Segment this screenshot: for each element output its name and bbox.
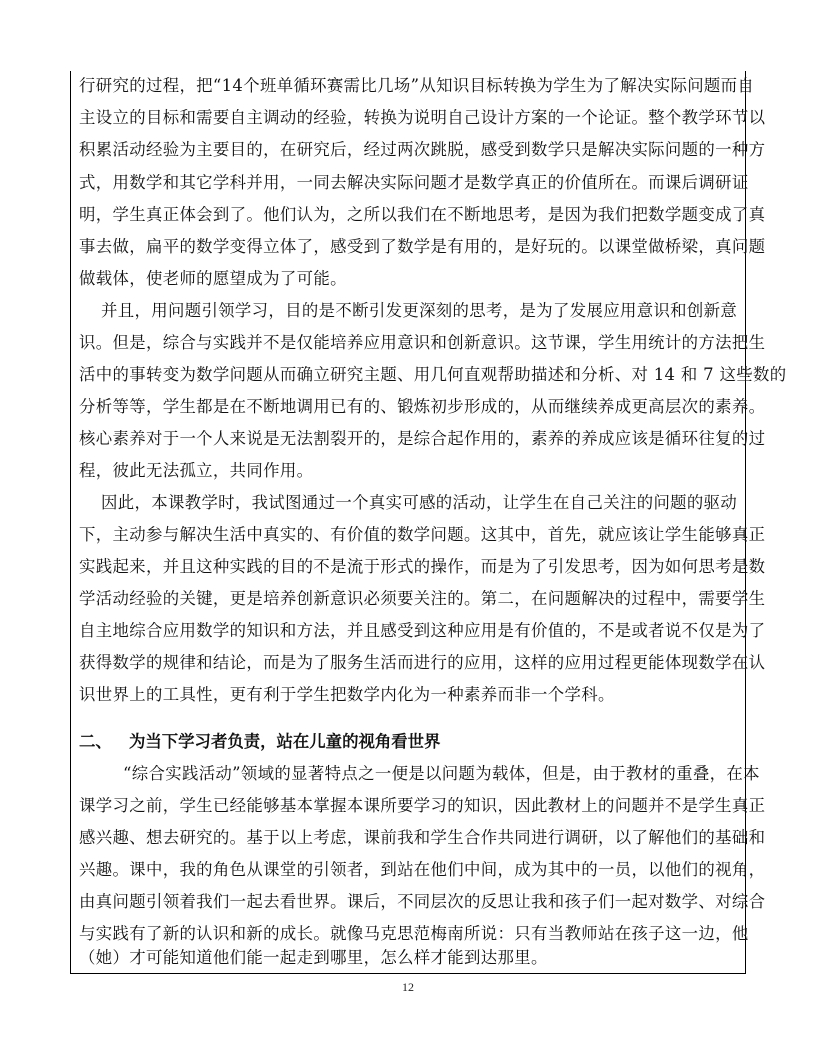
- text-line: 事去做，扁平的数学变得立体了，感受到了数学是有用的，是好玩的。以课堂做桥梁，真问题: [79, 237, 766, 256]
- document-body: [71, 71, 787, 973]
- text-line: 活中的事转变为数学问题从而确立研究主题、用几何直观帮助描述和分析、对 14 和 7 这些数的: [79, 365, 787, 384]
- document-frame: [70, 71, 787, 974]
- text-line: 明，学生真正体会到了。他们认为，之所以我们在不断地思考，是因为我们把数学题变成了真: [79, 205, 766, 224]
- text-line: 因此，本课教学时，我试图通过一个真实可感的活动，让学生在自己关注的问题的驱动: [101, 493, 738, 512]
- text-line: 主设立的目标和需要自主调动的经验，转换为说明自己设计方案的一个论证。整个教学环节以: [79, 108, 766, 127]
- text-line: 课学习之前，学生已经能够基本掌握本课所要学习的知识，因此教材上的问题并不是学生真正: [79, 796, 766, 815]
- section-heading: [79, 727, 440, 757]
- section-title: 为当下学习者负责，站在儿童的视角看世界: [129, 732, 441, 751]
- text-line: “综合实践活动”领域的显著特点之一便是以问题为载体，但是，由于教材的重叠，在本: [123, 764, 760, 783]
- section-number: 二、: [79, 732, 112, 751]
- text-line: 感兴趣、想去研究的。基于以上考虑，课前我和学生合作共同进行调研，以了解他们的基础和: [79, 828, 766, 847]
- text-line: 兴趣。课中，我的角色从课堂的引领者，到站在他们中间，成为其中的一员，以他们的视角，: [79, 860, 766, 879]
- text-line: 由真问题引领着我们一起去看世界。课后，不同层次的反思让我和孩子们一起对数学、对综合: [79, 892, 766, 911]
- text-line: 下，主动参与解决生活中真实的、有价值的数学问题。这其中，首先，就应该让学生能够真正: [79, 525, 766, 544]
- text-line: 识。但是，综合与实践并不是仅能培养应用意识和创新意识。这节课，学生用统计的方法把生: [79, 333, 766, 352]
- text-line: 分析等等，学生都是在不断地调用已有的、锻炼初步形成的，从而继续养成更高层次的素养。: [79, 397, 766, 416]
- text-line: 自主地综合应用数学的知识和方法，并且感受到这种应用是有价值的，不是或者说不仅是为了: [79, 621, 766, 640]
- text-line: 与实践有了新的认识和新的成长。就像马克思范梅南所说：只有当教师站在孩子这一边，他: [79, 924, 749, 943]
- text-line: 核心素养对于一个人来说是无法割裂开的，是综合起作用的，素养的养成应该是循环往复的过: [79, 429, 766, 448]
- text-line: 程，彼此无法孤立，共同作用。: [79, 461, 314, 480]
- text-line: 并且，用问题引领学习，目的是不断引发更深刻的思考，是为了发展应用意识和创新意: [101, 301, 738, 320]
- text-line: 式，用数学和其它学科并用，一同去解决实际问题才是数学真正的价值所在。而课后调研证: [79, 173, 749, 192]
- text-line: 积累活动经验为主要目的，在研究后，经过两次跳脱，感受到数学只是解决实际问题的一种方: [79, 140, 766, 159]
- text-line: （她）才可能知道他们能一起走到哪里，怎么样才能到达那里。: [79, 948, 548, 967]
- text-line: 识世界上的工具性，更有利于学生把数学内化为一种素养而非一个学科。: [79, 685, 615, 704]
- text-line: 学活动经验的关键，更是培养创新意识必须要关注的。第二，在问题解决的过程中，需要学生: [79, 589, 766, 608]
- text-line: 实践起来，并且这种实践的目的不是流于形式的操作，而是为了引发思考，因为如何思考是数: [79, 557, 766, 576]
- text-line: 行研究的过程，把“14个班单循环赛需比几场”从知识目标转换为学生为了解决实际问题而自: [79, 76, 755, 95]
- page-number: 12: [402, 980, 414, 994]
- text-line: 获得数学的规律和结论，而是为了服务生活而进行的应用，这样的应用过程更能体现数学在认: [79, 653, 766, 672]
- text-line: 做载体，使老师的愿望成为了可能。: [79, 269, 347, 288]
